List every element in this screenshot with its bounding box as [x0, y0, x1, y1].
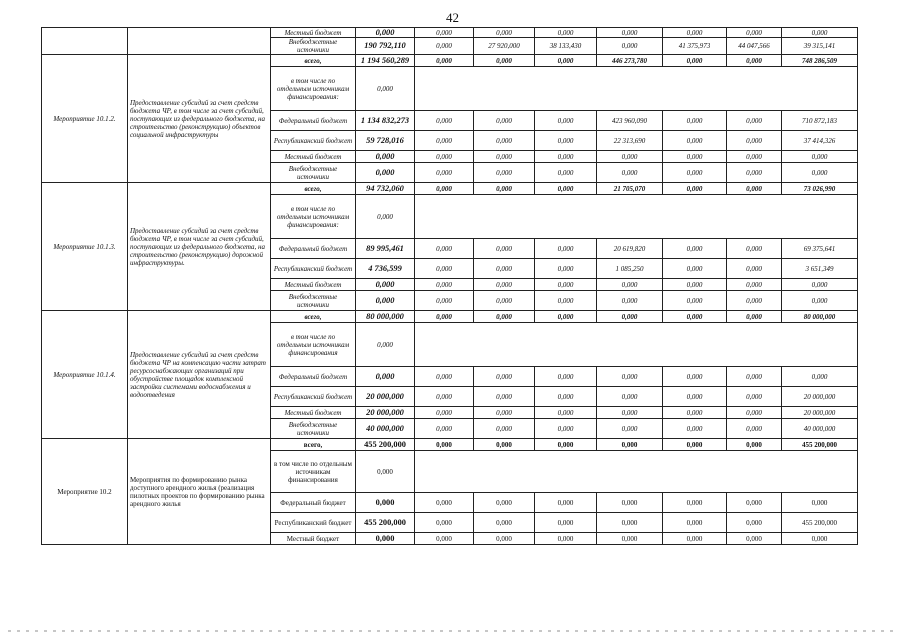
value-cell: 0,000	[663, 183, 727, 195]
value-cell: 80 000,000	[782, 311, 858, 323]
value-cell: 44 047,566	[727, 38, 782, 55]
value-cell: 190 792,110	[356, 38, 415, 55]
value-cell: 0,000	[663, 151, 727, 163]
table-row	[42, 183, 858, 195]
funding-source-label: Федеральный бюджет	[271, 493, 356, 513]
funding-source-label: Внебюджетные источники	[271, 291, 356, 311]
value-cell: 0,000	[415, 55, 474, 67]
value-cell: 423 960,090	[597, 111, 663, 131]
value-cell: 0,000	[727, 493, 782, 513]
value-cell: 0,000	[474, 151, 535, 163]
value-cell: 0,000	[535, 311, 597, 323]
value-cell: 0,000	[474, 55, 535, 67]
value-cell: 0,000	[474, 111, 535, 131]
event-name: Мероприятие 10.2	[42, 439, 128, 545]
value-cell: 0,000	[535, 163, 597, 183]
value-cell: 0,000	[474, 387, 535, 407]
value-cell: 40 000,000	[356, 419, 415, 439]
value-cell: 89 995,461	[356, 239, 415, 259]
value-cell: 0,000	[663, 367, 727, 387]
funding-source-label: Республиканский бюджет	[271, 131, 356, 151]
empty-cell	[415, 451, 858, 493]
value-cell: 0,000	[415, 28, 474, 38]
funding-source-label: Республиканский бюджет	[271, 387, 356, 407]
event-description: Предоставление субсидий за счет средств бюджета ЧР на компенсацию части затрат ресурсоснабжающих организаций при обустройстве площадок комплексной застройки системами водоснабжения и водоотведения	[128, 311, 271, 439]
value-cell: 0,000	[727, 279, 782, 291]
value-cell: 0,000	[727, 311, 782, 323]
value-cell: 0,000	[535, 533, 597, 545]
value-cell: 0,000	[535, 279, 597, 291]
value-cell: 0,000	[356, 323, 415, 367]
value-cell: 0,000	[415, 311, 474, 323]
funding-source-label: в том числе по отдельным источникам финансирования	[271, 323, 356, 367]
value-cell: 0,000	[597, 291, 663, 311]
value-cell: 37 414,326	[782, 131, 858, 151]
value-cell: 0,000	[727, 111, 782, 131]
value-cell: 0,000	[415, 419, 474, 439]
funding-source-label: Внебюджетные источники	[271, 419, 356, 439]
value-cell: 0,000	[597, 407, 663, 419]
value-cell: 455 200,000	[782, 513, 858, 533]
event-description: Мероприятия по формированию рынка доступного арендного жилья (реализация пилотных проектов по формированию рынка арендного жилья	[128, 439, 271, 545]
value-cell: 0,000	[727, 439, 782, 451]
value-cell: 0,000	[663, 239, 727, 259]
empty-cell	[415, 195, 858, 239]
event-description: Предоставление субсидий за счет средств бюджета ЧР, в том числе за счет субсидий, поступающих из федерального бюджета, на строительство (реконструкцию) дорожной инфраструктуры.	[128, 183, 271, 311]
value-cell: 0,000	[356, 195, 415, 239]
value-cell: 0,000	[597, 279, 663, 291]
value-cell: 0,000	[474, 291, 535, 311]
value-cell: 0,000	[663, 163, 727, 183]
value-cell: 0,000	[535, 513, 597, 533]
value-cell: 0,000	[663, 513, 727, 533]
value-cell: 0,000	[535, 367, 597, 387]
table-row	[42, 28, 858, 38]
value-cell: 455 200,000	[356, 439, 415, 451]
value-cell: 0,000	[474, 183, 535, 195]
value-cell: 748 286,509	[782, 55, 858, 67]
value-cell: 0,000	[535, 291, 597, 311]
value-cell: 0,000	[356, 493, 415, 513]
value-cell: 0,000	[782, 163, 858, 183]
value-cell: 0,000	[535, 239, 597, 259]
value-cell: 0,000	[597, 311, 663, 323]
funding-source-label: Республиканский бюджет	[271, 259, 356, 279]
value-cell: 0,000	[474, 131, 535, 151]
funding-source-label: Местный бюджет	[271, 407, 356, 419]
page-number: 42	[446, 10, 459, 25]
scan-artifact-line	[8, 630, 893, 632]
event-name: Мероприятие 10.1.3.	[42, 183, 128, 311]
value-cell: 0,000	[597, 38, 663, 55]
value-cell: 0,000	[356, 28, 415, 38]
value-cell: 0,000	[474, 493, 535, 513]
funding-source-label: Внебюджетные источники	[271, 38, 356, 55]
value-cell: 0,000	[727, 513, 782, 533]
value-cell: 0,000	[474, 311, 535, 323]
value-cell: 0,000	[782, 291, 858, 311]
funding-source-label: Местный бюджет	[271, 28, 356, 38]
value-cell: 0,000	[415, 131, 474, 151]
value-cell: 1 085,250	[597, 259, 663, 279]
value-cell: 0,000	[415, 291, 474, 311]
value-cell: 0,000	[597, 439, 663, 451]
value-cell: 0,000	[356, 533, 415, 545]
value-cell: 0,000	[663, 493, 727, 513]
value-cell: 0,000	[663, 533, 727, 545]
funding-source-label: Внебюджетные источники	[271, 163, 356, 183]
value-cell: 0,000	[415, 239, 474, 259]
value-cell: 20 619,820	[597, 239, 663, 259]
value-cell: 0,000	[782, 279, 858, 291]
value-cell: 0,000	[415, 513, 474, 533]
funding-source-label: всего,	[271, 311, 356, 323]
value-cell: 0,000	[356, 279, 415, 291]
value-cell: 0,000	[415, 259, 474, 279]
value-cell: 0,000	[597, 28, 663, 38]
value-cell: 0,000	[727, 387, 782, 407]
value-cell: 455 200,000	[356, 513, 415, 533]
value-cell: 0,000	[474, 439, 535, 451]
value-cell: 0,000	[663, 28, 727, 38]
value-cell: 0,000	[535, 55, 597, 67]
value-cell: 38 133,430	[535, 38, 597, 55]
value-cell: 0,000	[597, 513, 663, 533]
value-cell: 0,000	[663, 439, 727, 451]
value-cell: 0,000	[535, 439, 597, 451]
value-cell: 0,000	[535, 259, 597, 279]
value-cell: 0,000	[663, 387, 727, 407]
value-cell: 0,000	[474, 513, 535, 533]
empty-cell	[415, 323, 858, 367]
value-cell: 1 134 832,273	[356, 111, 415, 131]
value-cell: 0,000	[727, 259, 782, 279]
value-cell: 0,000	[727, 163, 782, 183]
value-cell: 0,000	[535, 493, 597, 513]
value-cell: 0,000	[782, 493, 858, 513]
value-cell: 0,000	[727, 28, 782, 38]
event-name: Мероприятие 10.1.4.	[42, 311, 128, 439]
value-cell: 0,000	[535, 183, 597, 195]
value-cell: 0,000	[415, 151, 474, 163]
value-cell: 0,000	[597, 367, 663, 387]
value-cell: 0,000	[415, 407, 474, 419]
value-cell: 0,000	[535, 407, 597, 419]
value-cell: 0,000	[474, 259, 535, 279]
funding-source-label: всего,	[271, 55, 356, 67]
table-row	[42, 439, 858, 451]
value-cell: 0,000	[727, 239, 782, 259]
value-cell: 94 732,060	[356, 183, 415, 195]
value-cell: 0,000	[356, 163, 415, 183]
value-cell: 0,000	[356, 367, 415, 387]
value-cell: 0,000	[727, 131, 782, 151]
value-cell: 0,000	[415, 163, 474, 183]
value-cell: 0,000	[356, 451, 415, 493]
value-cell: 0,000	[474, 163, 535, 183]
value-cell: 69 375,641	[782, 239, 858, 259]
value-cell: 0,000	[474, 533, 535, 545]
value-cell: 0,000	[663, 131, 727, 151]
value-cell: 0,000	[727, 407, 782, 419]
value-cell: 0,000	[782, 151, 858, 163]
value-cell: 0,000	[663, 291, 727, 311]
value-cell: 21 705,070	[597, 183, 663, 195]
value-cell: 0,000	[474, 419, 535, 439]
event-name: Мероприятие 10.1.2.	[42, 55, 128, 183]
value-cell: 0,000	[474, 28, 535, 38]
value-cell: 22 313,690	[597, 131, 663, 151]
value-cell: 446 273,780	[597, 55, 663, 67]
value-cell: 0,000	[597, 163, 663, 183]
value-cell: 0,000	[597, 419, 663, 439]
value-cell: 0,000	[415, 367, 474, 387]
value-cell: 0,000	[663, 311, 727, 323]
value-cell: 0,000	[663, 111, 727, 131]
value-cell: 0,000	[782, 367, 858, 387]
value-cell: 0,000	[727, 183, 782, 195]
funding-source-label: Федеральный бюджет	[271, 111, 356, 131]
event-description: Предоставление субсидий за счет средств бюджета ЧР, в том числе за счет субсидий, поступающих из федерального бюджета, на строительство (реконструкцию) объектов социальной инфраструктуры	[128, 55, 271, 183]
value-cell: 0,000	[535, 151, 597, 163]
value-cell: 4 736,599	[356, 259, 415, 279]
funding-source-label: Местный бюджет	[271, 279, 356, 291]
funding-source-label: всего,	[271, 439, 356, 451]
value-cell: 0,000	[415, 387, 474, 407]
value-cell: 3 651,349	[782, 259, 858, 279]
value-cell: 0,000	[727, 367, 782, 387]
funding-source-label: Федеральный бюджет	[271, 239, 356, 259]
value-cell: 0,000	[535, 387, 597, 407]
value-cell: 0,000	[535, 419, 597, 439]
value-cell: 0,000	[356, 151, 415, 163]
value-cell: 0,000	[535, 131, 597, 151]
value-cell: 0,000	[727, 151, 782, 163]
value-cell: 20 000,000	[356, 387, 415, 407]
funding-source-label: Местный бюджет	[271, 533, 356, 545]
value-cell: 0,000	[535, 111, 597, 131]
value-cell: 710 872,183	[782, 111, 858, 131]
funding-source-label: Федеральный бюджет	[271, 367, 356, 387]
value-cell: 0,000	[474, 367, 535, 387]
value-cell: 0,000	[727, 419, 782, 439]
value-cell: 0,000	[663, 407, 727, 419]
value-cell: 41 375,973	[663, 38, 727, 55]
value-cell: 0,000	[663, 279, 727, 291]
value-cell: 20 000,000	[356, 407, 415, 419]
funding-source-label: в том числе по отдельным источникам финансирования:	[271, 67, 356, 111]
value-cell: 455 200,000	[782, 439, 858, 451]
value-cell: 1 194 560,289	[356, 55, 415, 67]
value-cell: 0,000	[727, 533, 782, 545]
value-cell: 0,000	[597, 493, 663, 513]
value-cell: 0,000	[415, 38, 474, 55]
value-cell: 0,000	[415, 111, 474, 131]
table-row	[42, 55, 858, 67]
value-cell: 0,000	[727, 291, 782, 311]
value-cell: 0,000	[782, 533, 858, 545]
value-cell: 0,000	[415, 493, 474, 513]
value-cell: 0,000	[356, 67, 415, 111]
table-row	[42, 311, 858, 323]
funding-source-label: в том числе по отдельным источникам финансирования:	[271, 195, 356, 239]
funding-source-label: Республиканский бюджет	[271, 513, 356, 533]
budget-table	[41, 27, 858, 545]
value-cell: 27 920,000	[474, 38, 535, 55]
value-cell: 0,000	[535, 28, 597, 38]
value-cell: 0,000	[597, 151, 663, 163]
value-cell: 0,000	[663, 55, 727, 67]
value-cell: 0,000	[597, 387, 663, 407]
value-cell: 80 000,000	[356, 311, 415, 323]
value-cell: 0,000	[415, 279, 474, 291]
value-cell: 0,000	[474, 279, 535, 291]
value-cell: 0,000	[415, 533, 474, 545]
value-cell: 20 000,000	[782, 387, 858, 407]
value-cell: 0,000	[663, 259, 727, 279]
value-cell: 73 026,990	[782, 183, 858, 195]
value-cell: 0,000	[597, 533, 663, 545]
empty-cell	[415, 67, 858, 111]
funding-source-label: в том числе по отдельным источникам финансирования	[271, 451, 356, 493]
value-cell: 40 000,000	[782, 419, 858, 439]
event-name-cell	[42, 28, 128, 55]
value-cell: 0,000	[415, 439, 474, 451]
value-cell: 0,000	[782, 28, 858, 38]
value-cell: 59 728,016	[356, 131, 415, 151]
value-cell: 0,000	[474, 407, 535, 419]
funding-source-label: всего,	[271, 183, 356, 195]
event-description-cell	[128, 28, 271, 55]
value-cell: 0,000	[415, 183, 474, 195]
value-cell: 0,000	[474, 239, 535, 259]
value-cell: 20 000,000	[782, 407, 858, 419]
value-cell: 39 315,141	[782, 38, 858, 55]
value-cell: 0,000	[663, 419, 727, 439]
value-cell: 0,000	[356, 291, 415, 311]
value-cell: 0,000	[727, 55, 782, 67]
funding-source-label: Местный бюджет	[271, 151, 356, 163]
